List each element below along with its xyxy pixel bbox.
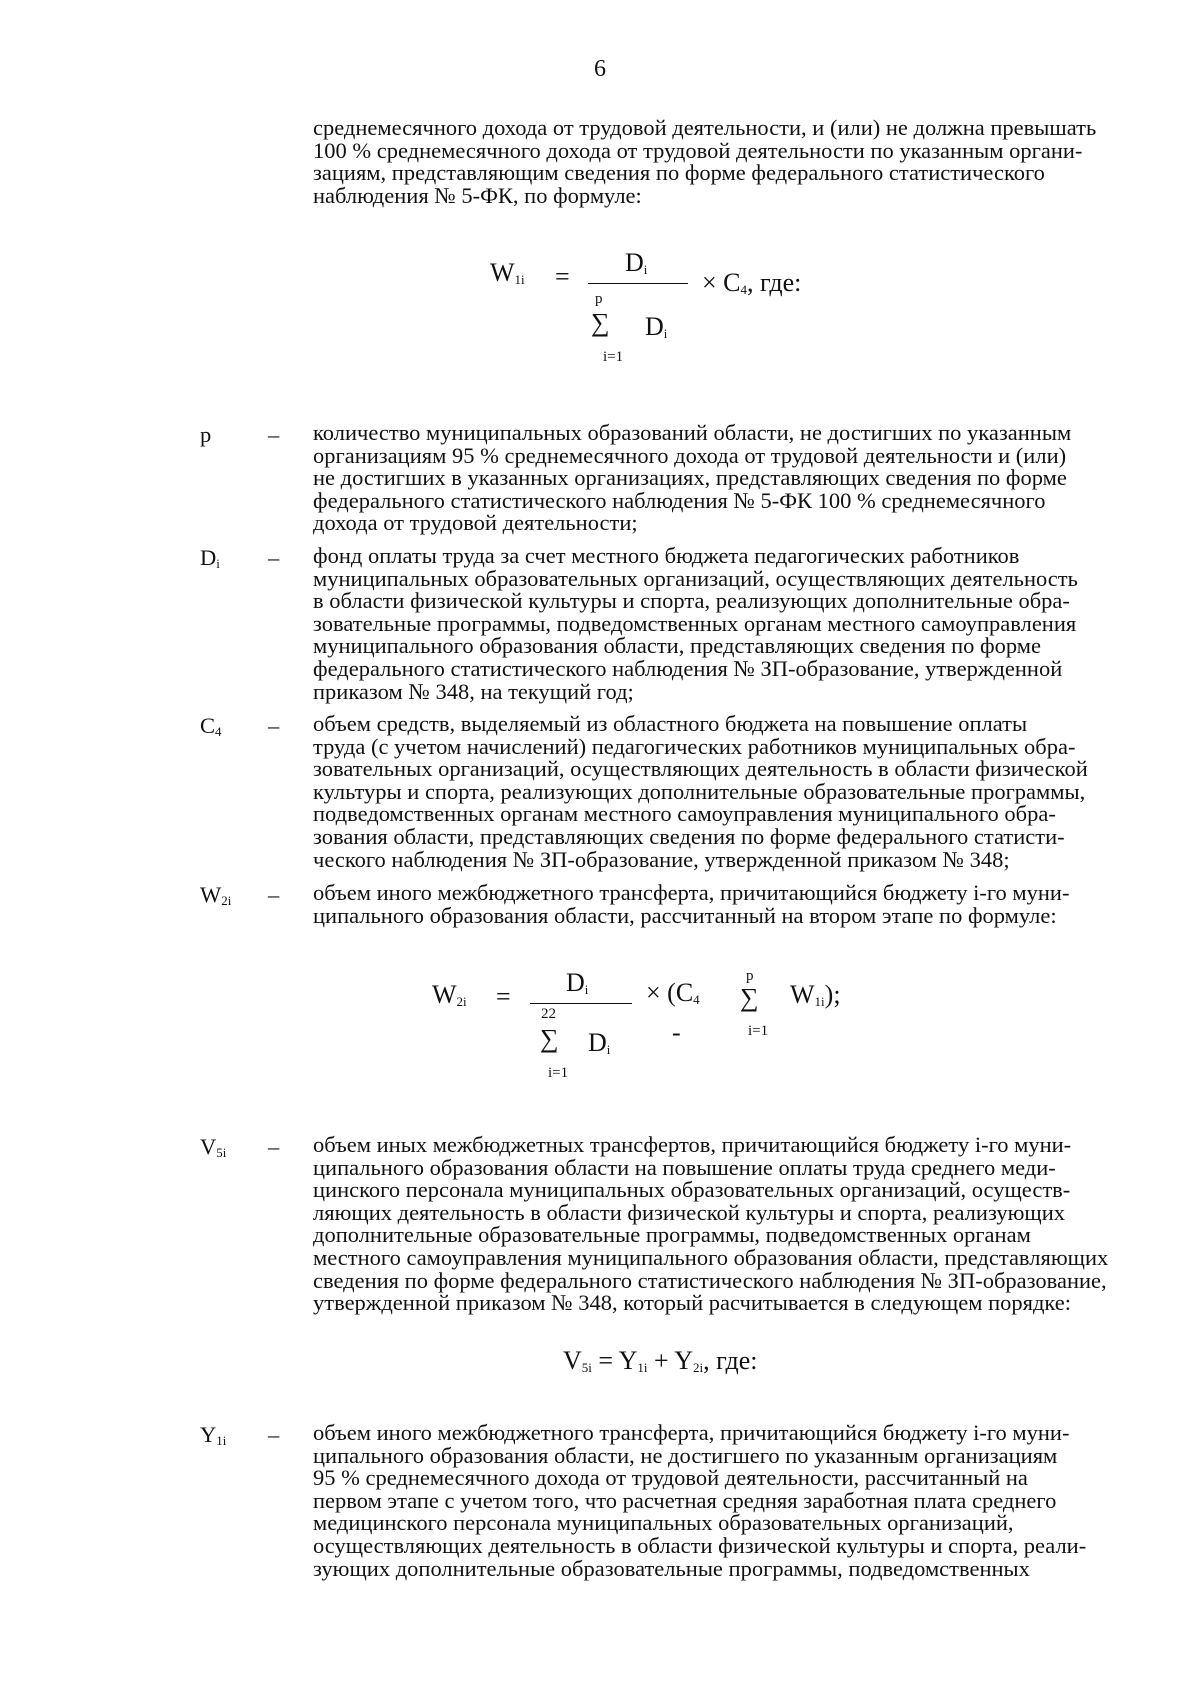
definition-di: фонд оплаты труда за счет местного бюджета педагогических работников муниципальных образовательных организаций, осуществляющих деятельность в области физической культуры и спорта, реализующих дополнительные обра- зовательные программы, подведомственных органам местного самоуправления муниципального образования области, представляющих сведения по форме федерального статистического наблюдения № ЗП-образование, утвержденной приказом № 348, на текущий год;: [313, 543, 1078, 704]
symbol-v5i: $V_{5i}$: [200, 1134, 227, 1160]
text-line: наблюдения № 5-ФК, по формуле:: [313, 182, 642, 208]
symbol-p: p: [200, 422, 212, 447]
fraction-bar: [530, 1003, 632, 1004]
dash: –: [268, 713, 280, 738]
definition-p: количество муниципальных образований области, не достигших по указанным организациям 95 % среднемесячного дохода от трудовой деятельности и (или) не достигших в указанных организациях, представляющих сведения по форме федерального статистического наблюдения № 5-ФК 100 % среднемесячного дохода от трудовой деятельности;: [313, 420, 1072, 536]
symbol-di: $D_i$: [200, 545, 220, 571]
document-page: 6 среднемесячного дохода от трудовой деятельности, и (или) не должна превышать 100 % среднемесячного дохода от трудовой деятельности по указанным органи- зациям, представляющим сведения по форме федерального статистического наблюдения № 5-ФК, по формуле: $W_{1i}$ = $D_i$ p ∑ $D_i$ i=1 × $C_4$, где: p – количество муниципальных образований области, не достигших по указанным организациям 95 % среднемесячного дохода от трудовой деятельности и (или) не достигших в указанных организациях, представляющих сведения по форме федерального статистического наблюдения № 5-ФК 100 % среднемесячного дохода от трудовой деятельности; $D_i$ – фонд оплаты труда за счет местного бюджета педагогических работников муниципальных образовательных организаций, осуществляющих деятельность в области физической культуры и спорта, реализующих дополнительные обра- зовательные программы, подведомственных органам местного самоуправления муниципального образования области, представляющих сведения по форме федерального статистического наблюдения № ЗП-образование, утвержденной приказом № 348, на текущий год; $C_4$ – объем средств, выделяемый из областного бюджета на повышение оплаты труда (с учетом начислений) педагогических работников муниципальных обра- зовательных организаций, осуществляющих деятельность в области физической культуры и спорта, реализующих дополнительные образовательные программы, подведомственных органам местного самоуправления муниципального обра- зования области, представляющих сведения по форме федерального статисти- ческого наблюдения № ЗП-образование, утвержденной приказом № 348; $W_{2i}$ – объем иного межбюджетного трансферта, причитающийся бюджету i-го муни- ципального образования области, рассчитанный на втором этапе по формуле: $W_{2i}$ = $D_i$ 22 ∑ $D_i$ i=1 × ($C_4$ - p ∑ i=1 $W_{1i}$); $V_{5i}$ – объем иных межбюджетных трансфертов, причитающийся бюджету i-го муни- ципального образования области на повышение оплаты труда среднего меди- цинского персонала муниципальных образовательных организаций, осуществ- ляющих деятельность в области физической культуры и спорта, реализующих дополнительные образовательные программы, подведомственных органам местного самоуправления муниципального образования области, представляющих сведения по форме федерального статистического наблюдения № ЗП-образование, утвержденной приказом № 348, который расчитывается в следующем порядке: $V_{5i} = Y_{1i} + Y_{2i}$, где: $Y_{1i}$ – объем иного межбюджетного трансферта, причитающийся бюджету i-го муни- ципального образования области, не достигшего по указанным организациям 95 % среднемесячного дохода от трудовой деятельности, рассчитанный на первом этапе с учетом того, что расчетная средняя заработная плата среднего медицинского персонала муниципальных образовательных организаций, осуществляющих деятельность в области физической культуры и спорта, реали- зующих дополнительные образовательные программы, подведомственных: [0, 0, 1200, 1697]
dash: –: [268, 882, 280, 907]
fraction-bar: [588, 283, 688, 284]
symbol-y1i: $Y_{1i}$: [200, 1422, 227, 1448]
text-line: среднемесячного дохода от трудовой деятельности, и (или) не должна превышать: [313, 115, 1097, 140]
text-line: 100 % среднемесячного дохода от трудовой деятельности по указанным органи-: [313, 137, 1083, 163]
dash: –: [268, 1134, 280, 1159]
text-line: зациям, представляющим сведения по форме федерального статистического: [313, 160, 1045, 186]
definition-w2i: объем иного межбюджетного трансферта, причитающийся бюджету i-го муни- ципального образования области, рассчитанный на втором этапе по формуле:: [313, 880, 1070, 928]
dash: –: [268, 422, 280, 447]
page-number: 6: [594, 56, 606, 82]
definition-y1i: объем иного межбюджетного трансферта, причитающийся бюджету i-го муни- ципального образования области, не достигшего по указанным организациям 95 % среднемесячного дохода от трудовой деятельности, рассчитанный на первом этапе с учетом того, что расчетная средняя заработная плата среднего медицинского персонала муниципальных образовательных организаций, осуществляющих деятельность в области физической культуры и спорта, реали- зующих дополнительные образовательные программы, подведомственных: [313, 1420, 1087, 1581]
definition-c4: объем средств, выделяемый из областного бюджета на повышение оплаты труда (с учетом начислений) педагогических работников муниципальных обра- зовательных организаций, осуществляющих деятельность в области физической культуры и спорта, реализующих дополнительные образовательные программы, подведомственных органам местного самоуправления муниципального обра- зования области, представляющих сведения по форме федерального статисти- ческого наблюдения № ЗП-образование, утвержденной приказом № 348;: [313, 711, 1088, 872]
dash: –: [268, 545, 280, 570]
definition-v5i: объем иных межбюджетных трансфертов, причитающийся бюджету i-го муни- ципального образования области на повышение оплаты труда среднего меди- цинского персонала муниципальных образовательных организаций, осуществ- ляющих деятельность в области физической культуры и спорта, реализующих дополнительные образовательные программы, подведомственных органам местного самоуправления муниципального образования области, представляющих сведения по форме федерального статистического наблюдения № ЗП-образование, утвержденной приказом № 348, который расчитывается в следующем порядке:: [313, 1132, 1109, 1316]
formula-v5i: $V_{5i} = Y_{1i} + Y_{2i}$, где:: [563, 1346, 758, 1375]
symbol-w2i: $W_{2i}$: [200, 882, 232, 908]
symbol-c4: $C_4$: [200, 713, 222, 739]
dash: –: [268, 1422, 280, 1447]
intro-paragraph: [313, 117, 1153, 207]
